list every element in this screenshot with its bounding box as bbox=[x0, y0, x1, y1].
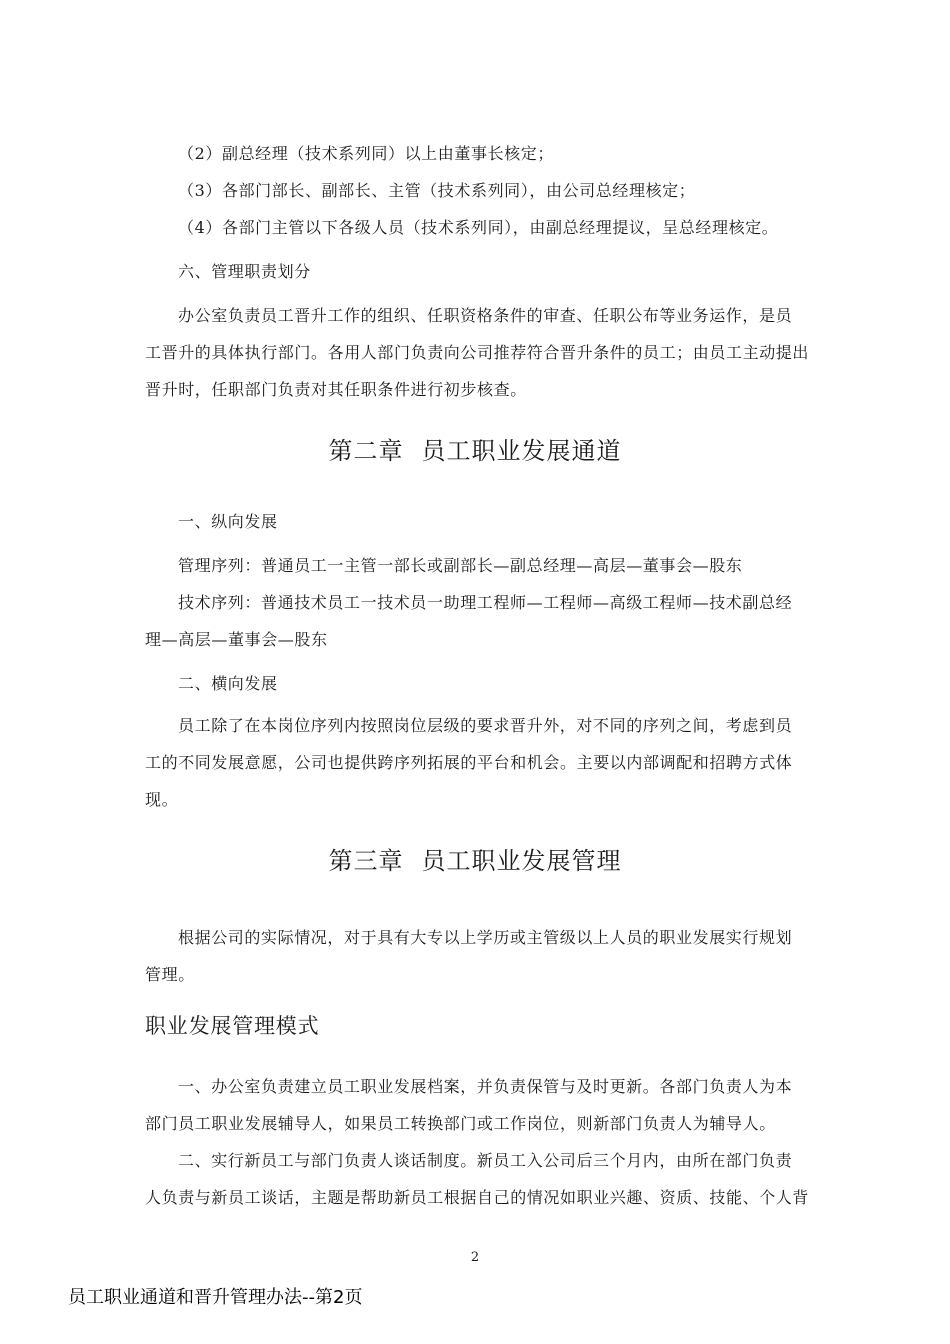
paragraph-line: 员工除了在本岗位序列内按照岗位层级的要求晋升外，对不同的序列之间，考虑到员 bbox=[178, 716, 793, 735]
paragraph-line: 工晋升的具体执行部门。各用人部门负责向公司推荐符合晋升条件的员工；由员工主动提出 bbox=[145, 343, 810, 362]
paragraph-line: 一、办公室负责建立员工职业发展档案，并负责保管与及时更新。各部门负责人为本 bbox=[178, 1077, 793, 1096]
paragraph-line: 现。 bbox=[145, 790, 179, 809]
section-heading: 职业发展管理模式 bbox=[145, 1014, 320, 1038]
paragraph-line: （3）各部门部长、副部长、主管（技术系列同），由公司总经理核定； bbox=[178, 181, 696, 200]
paragraph-line: 晋升时，任职部门负责对其任职条件进行初步核查。 bbox=[145, 380, 527, 399]
page-number: 2 bbox=[470, 1250, 480, 1265]
chapter-heading bbox=[0, 846, 950, 876]
paragraph-line: 管理。 bbox=[145, 965, 195, 984]
subheading: 一、纵向发展 bbox=[178, 512, 278, 531]
subheading: 六、管理职责划分 bbox=[178, 262, 311, 281]
chapter-heading bbox=[0, 436, 950, 466]
paragraph-line: （4）各部门主管以下各级人员（技术系列同），由副总经理提议，呈总经理核定。 bbox=[178, 218, 779, 237]
paragraph-line: （2）副总经理（技术系列同）以上由董事长核定； bbox=[178, 144, 554, 163]
subheading: 二、横向发展 bbox=[178, 674, 278, 693]
paragraph-line: 工的不同发展意愿，公司也提供跨序列拓展的平台和机会。主要以内部调配和招聘方式体 bbox=[145, 753, 793, 772]
paragraph-line: 二、实行新员工与部门负责人谈话制度。新员工入公司后三个月内，由所在部门负责 bbox=[178, 1151, 793, 1170]
paragraph-line: 管理序列：普通员工一主管一部长或副部长—副总经理—高层—董事会—股东 bbox=[178, 556, 743, 575]
paragraph-line: 人负责与新员工谈话，主题是帮助新员工根据自己的情况如职业兴趣、资质、技能、个人背 bbox=[145, 1188, 810, 1207]
paragraph-line: 理—高层—董事会—股东 bbox=[145, 630, 328, 649]
chapter-title: 员工职业发展管理 bbox=[421, 847, 622, 875]
paragraph-line: 部门员工职业发展辅导人，如果员工转换部门或工作岗位，则新部门负责人为辅导人。 bbox=[145, 1114, 776, 1133]
chapter-title: 员工职业发展通道 bbox=[421, 437, 622, 465]
paragraph-line: 办公室负责员工晋升工作的组织、任职资格条件的审查、任职公布等业务运作，是员 bbox=[178, 306, 793, 325]
page-footer: 员工职业通道和晋升管理办法--第2页 bbox=[68, 1287, 363, 1308]
paragraph-line: 根据公司的实际情况，对于具有大专以上学历或主管级以上人员的职业发展实行规划 bbox=[178, 928, 793, 947]
paragraph-line: 技术序列：普通技术员工一技术员一助理工程师—工程师—高级工程师—技术副总经 bbox=[178, 593, 793, 612]
chapter-number: 第三章 bbox=[328, 847, 404, 875]
chapter-number: 第二章 bbox=[328, 437, 404, 465]
